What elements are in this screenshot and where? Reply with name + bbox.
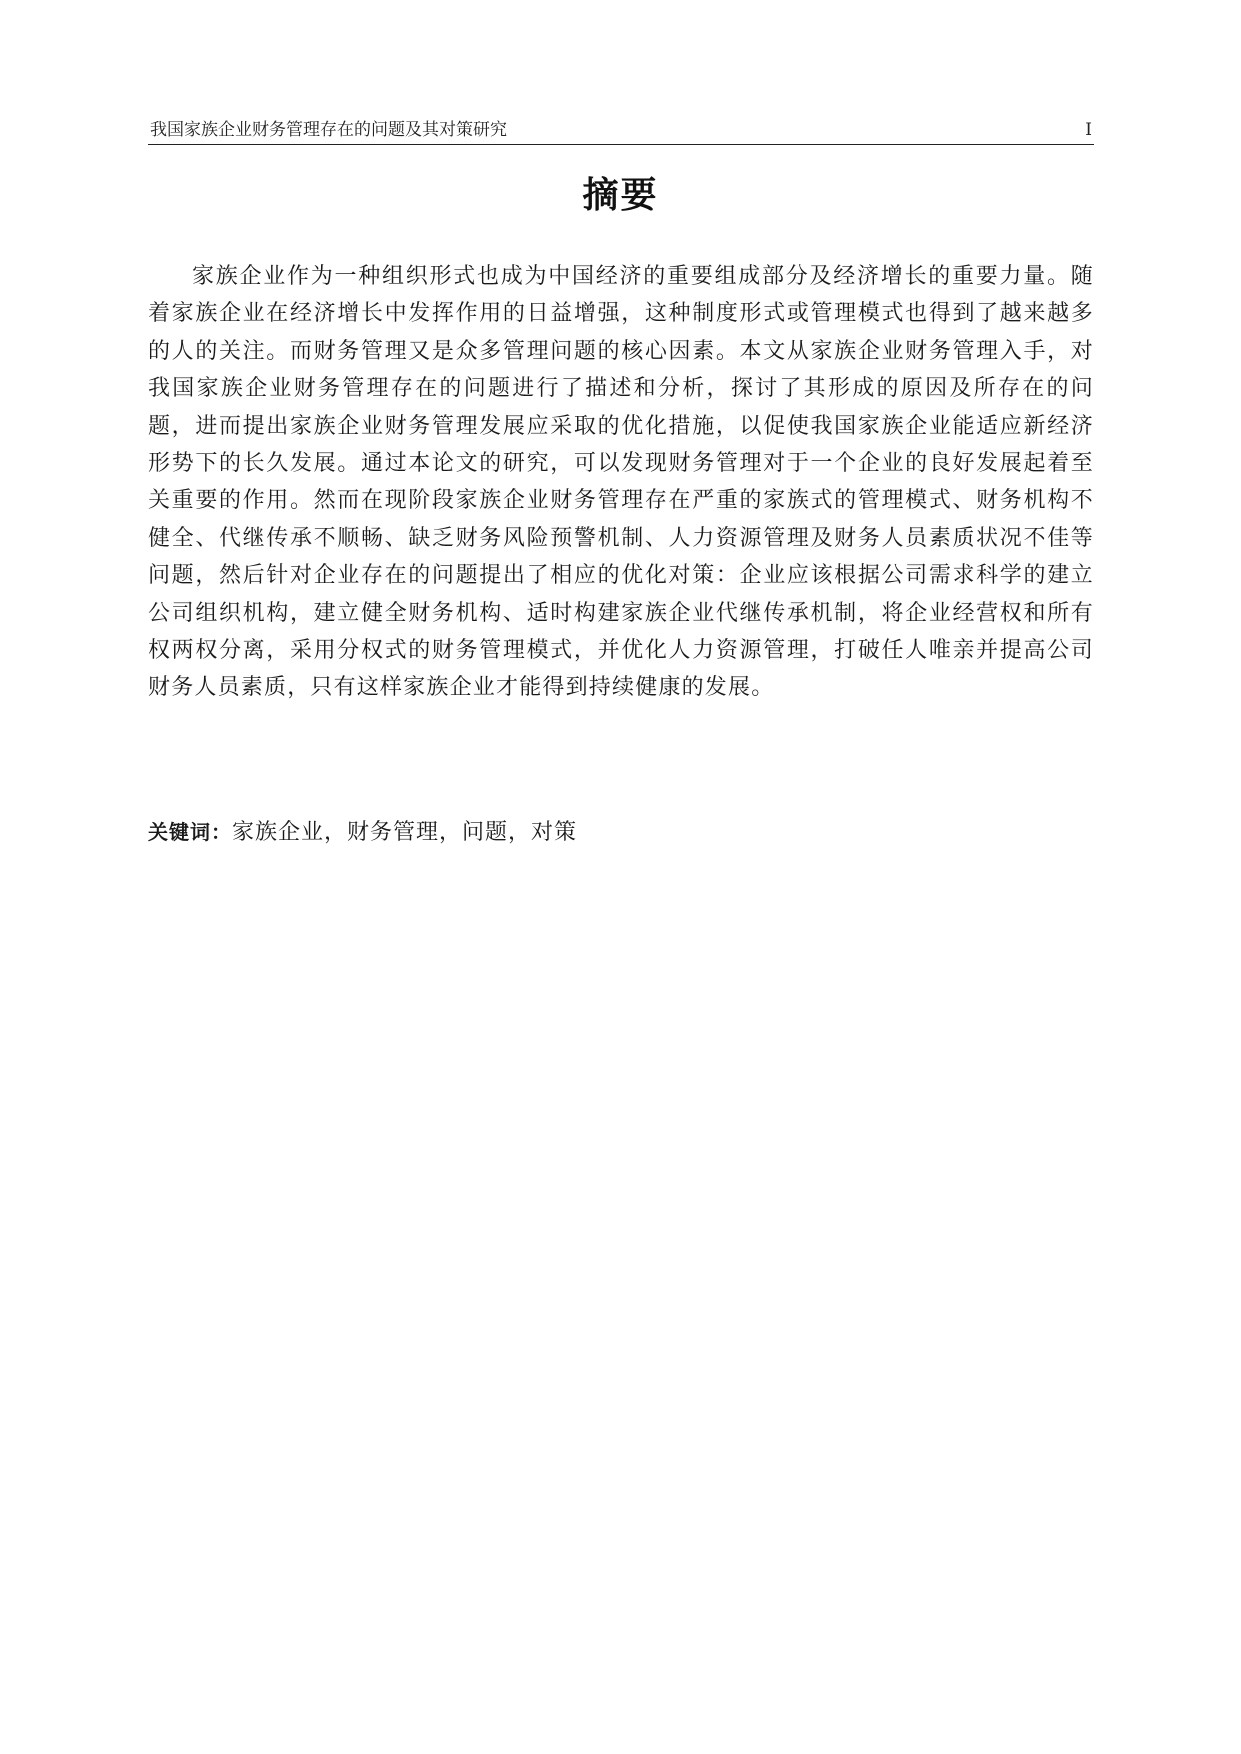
abstract-heading: 摘要 [582, 175, 659, 216]
running-header [148, 118, 1094, 145]
keywords-list: 家族企业，财务管理，问题，对策 [232, 820, 578, 845]
keywords-label: 关键词： [148, 820, 232, 844]
page-number: I [1085, 120, 1092, 140]
header-title: 我国家族企业财务管理存在的问题及其对策研究 [150, 120, 507, 140]
abstract-body: 家族企业作为一种组织形式也成为中国经济的重要组成部分及经济增长的重要力量。随着家族企业在经济增长中发挥作用的日益增强，这种制度形式或管理模式也得到了越来越多的人的关注。而财务管理又是众多管理问题的核心因素。本文从家族企业财务管理入手，对我国家族企业财务管理存在的问题进行了描述和分析，探讨了其形成的原因及所存在的问题，进而提出家族企业财务管理发展应采取的优化措施，以促使我国家族企业能适应新经济形势下的长久发展。通过本论文的研究，可以发现财务管理对于一个企业的良好发展起着至关重要的作用。然而在现阶段家族企业财务管理存在严重的家族式的管理模式、财务机构不健全、代继传承不顺畅、缺乏财务风险预警机制、人力资源管理及财务人员素质状况不佳等问题，然后针对企业存在的问题提出了相应的优化对策：企业应该根据公司需求科学的建立公司组织机构，建立健全财务机构、适时构建家族企业代继传承机制，将企业经营权和所有权两权分离，采用分权式的财务管理模式，并优化人力资源管理，打破任人唯亲并提高公司财务人员素质，只有这样家族企业才能得到持续健康的发展。 [148, 264, 1094, 701]
keywords-line [148, 814, 1094, 851]
